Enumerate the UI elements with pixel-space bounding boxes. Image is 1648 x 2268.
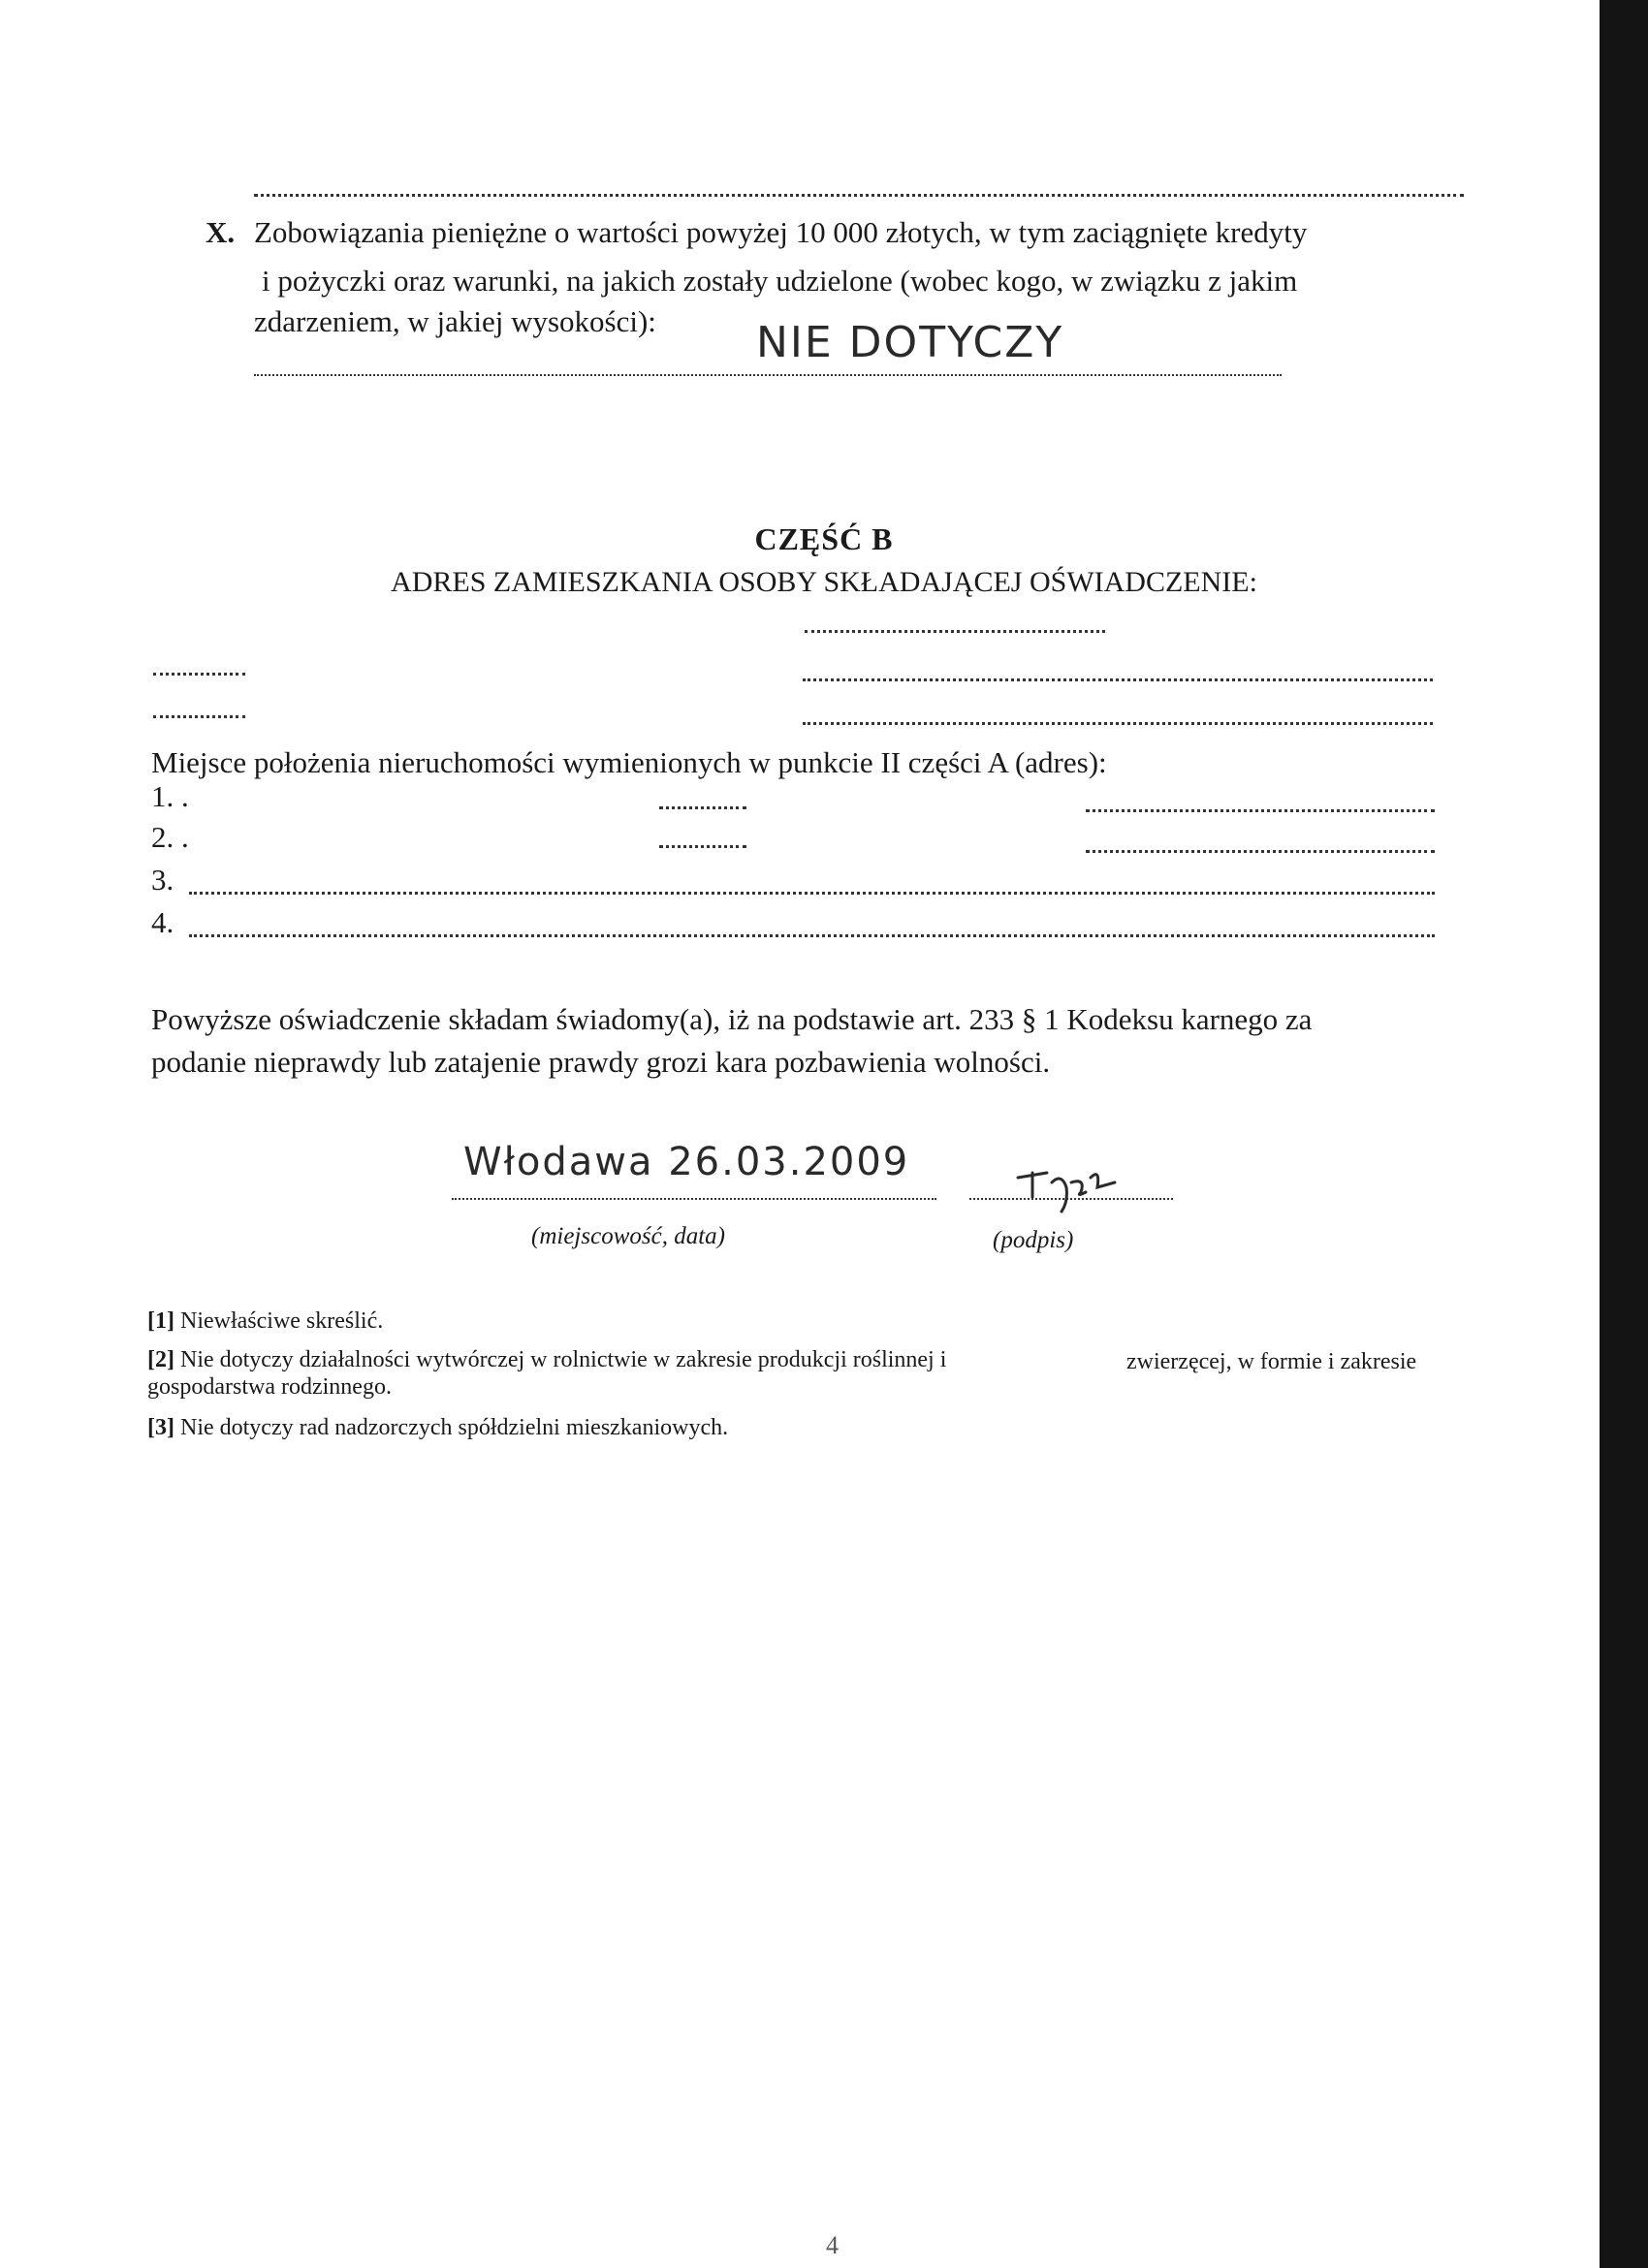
page-number: 4	[826, 2231, 839, 2259]
footnote-3-number: [3]	[147, 1415, 174, 1440]
part-b-title: CZĘŚĆ B	[754, 521, 894, 556]
property-dotted-line	[1086, 850, 1435, 853]
property-dotted-line	[659, 806, 746, 809]
property-label: Miejsce położenia nieruchomości wymienionych w punkcie II części A (adres):	[151, 745, 1107, 779]
footnote-2-text-a: Nie dotyczy działalności wytwórczej w rolnictwie w zakresie produkcji roślinnej i	[179, 1347, 947, 1372]
place-date-dotted-line	[452, 1198, 936, 1200]
footnote-2-number: [2]	[147, 1347, 174, 1372]
address-dotted-line	[803, 678, 1433, 681]
footnote-3	[147, 1413, 728, 1443]
scan-edge	[1600, 0, 1648, 2268]
section-x-marker: X.	[206, 215, 236, 249]
declaration-line-1: Powyższe oświadczenie składam świadomy(a), iż na podstawie art. 233 § 1 Kodeksu karnego za	[151, 1002, 1313, 1036]
dotted-line	[254, 194, 1464, 197]
declaration-line-2: podanie nieprawdy lub zatajenie prawdy grozi kara pozbawienia wolności.	[151, 1045, 1051, 1079]
answer-dotted-line	[254, 374, 1282, 376]
property-dotted-line	[659, 845, 746, 848]
address-dotted-line	[803, 722, 1433, 725]
part-b-subtitle: ADRES ZAMIESZKANIA OSOBY SKŁADAJĄCEJ OŚWIADCZENIE:	[391, 566, 1257, 598]
address-dotted-line	[153, 673, 245, 676]
property-dotted-line	[189, 892, 1435, 895]
footnote-1	[147, 1307, 383, 1337]
footnote-1-text: Niewłaściwe skreślić.	[179, 1308, 384, 1334]
handwritten-answer: NIE DOTYCZY	[756, 318, 1064, 367]
place-date-caption: (miejscowość, data)	[531, 1223, 725, 1249]
footnote-3-text: Nie dotyczy rad nadzorczych spółdzielni mieszkaniowych.	[179, 1415, 729, 1440]
property-dotted-line	[1086, 809, 1435, 812]
footnote-1-number: [1]	[147, 1308, 174, 1334]
property-item-1: 1. .	[151, 779, 189, 813]
property-dotted-line	[189, 934, 1435, 937]
property-item-3: 3.	[151, 863, 174, 897]
signature-caption: (podpis)	[993, 1227, 1074, 1253]
footnote-2-text-c: gospodarstwa rodzinnego.	[147, 1374, 392, 1400]
address-dotted-line	[805, 630, 1105, 633]
handwritten-place-date: Włodawa 26.03.2009	[463, 1140, 910, 1184]
address-dotted-line	[153, 715, 245, 718]
section-x-line-2: i pożyczki oraz warunki, na jakich zostały udzielone (wobec kogo, w związku z jakim	[262, 264, 1298, 298]
footnote-2-text-b: zwierzęcej, w formie i zakresie	[1126, 1349, 1417, 1374]
section-x-line-3: zdarzeniem, w jakiej wysokości):	[254, 304, 656, 338]
footnote-2	[147, 1345, 946, 1375]
handwritten-signature	[1008, 1153, 1125, 1231]
property-item-2: 2. .	[151, 820, 189, 854]
property-item-4: 4.	[151, 905, 174, 939]
section-x-line-1: Zobowiązania pieniężne o wartości powyżej 10 000 złotych, w tym zaciągnięte kredyty	[254, 215, 1308, 249]
